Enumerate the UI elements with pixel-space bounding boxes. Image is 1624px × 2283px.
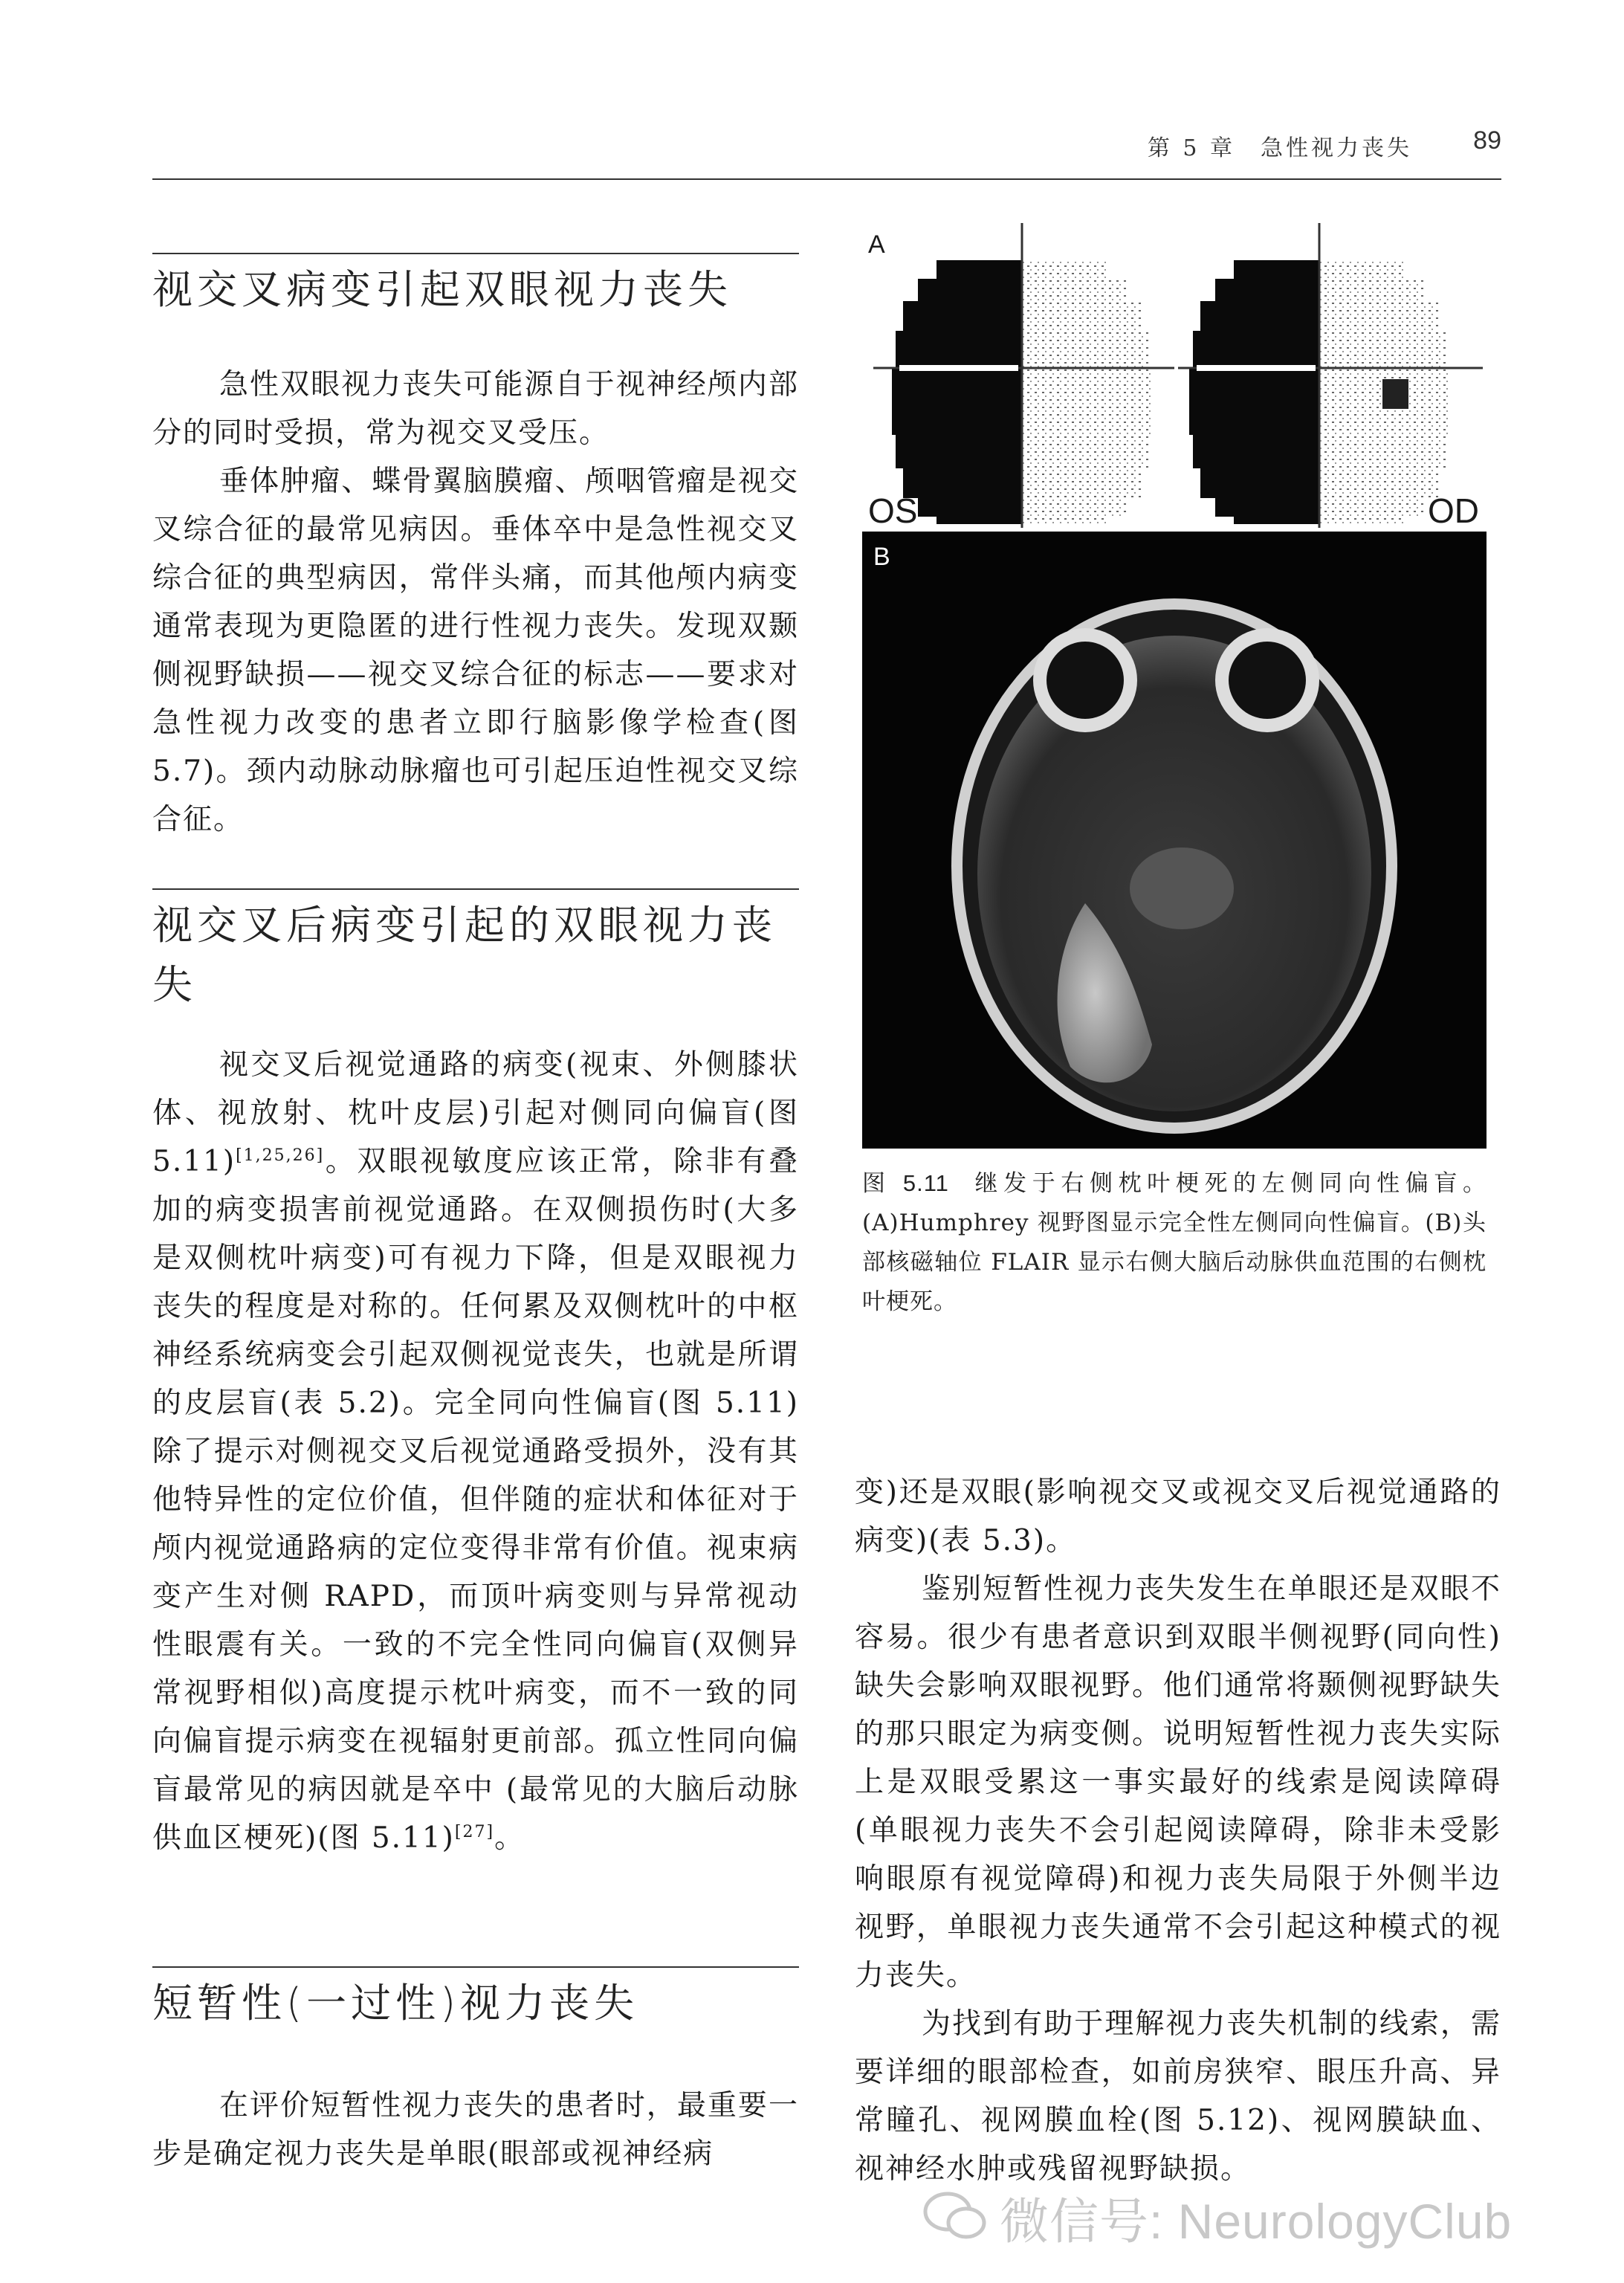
visual-field-chart bbox=[862, 219, 1486, 532]
citation: [1,25,26] bbox=[236, 1146, 325, 1165]
paragraph-transient: 在评价短暂性视力丧失的患者时，最重要一步是确定视力丧失是单眼(眼部或视神经病 bbox=[152, 2089, 799, 2171]
watermark-text: 微信号: NeurologyClub bbox=[1000, 2194, 1513, 2249]
mri-panel bbox=[862, 532, 1486, 1149]
section-heading-transient: 短暂性(一过性)视力丧失 bbox=[152, 1966, 799, 2033]
panel-a-label: A bbox=[868, 230, 885, 259]
visual-field-panel bbox=[862, 219, 1486, 532]
section-heading-retrochiasmal: 视交叉后病变引起的双眼视力丧失 bbox=[152, 888, 799, 1015]
od-field bbox=[1178, 223, 1483, 528]
paragraph-retrochiasmal bbox=[152, 1041, 799, 1862]
figure-caption bbox=[862, 1163, 1486, 1322]
panel-b-label: B bbox=[873, 543, 890, 571]
text-segment: 视交叉后视觉通路的病变(视束、外侧膝状体、视放射、枕叶皮层)引起对侧同向偏盲(图 5.11) bbox=[152, 1048, 799, 1178]
paragraph-eye-exam: 为找到有助于理解视力丧失机制的线索，需要详细的眼部检查，如前房狭窄、眼压升高、异常瞳孔、视网膜血栓(图 5.12)、视网膜缺血、视神经水肿或残留视野缺损。 bbox=[855, 2007, 1501, 2186]
paragraph-continued: 变)还是双眼(影响视交叉或视交叉后视觉通路的病变)(表 5.3)。 bbox=[855, 1476, 1501, 1557]
chapter-title: 第 5 章 急性视力丧失 bbox=[1147, 135, 1412, 161]
citation: [27] bbox=[454, 1823, 495, 1841]
text-segment: 。双眼视敏度应该正常，除非有叠加的病变损害前视觉通路。在双侧损伤时(大多是双侧枕叶病变)可有视力下降，但是双眼视力丧失的程度是对称的。任何累及双侧枕叶的中枢神经系统病变会引起双侧视觉丧失，也就是所谓的皮层盲(表 5.2)。完全同向性偏盲(图 5.11)除了提示对侧视交叉后视觉通路受损外，没有其他特异性的定位价值，但伴随的症状和体征对于颅内视觉通路病的定位变得非常有价值。视束病变产生对侧 RAPD，而顶叶病变则与异常视动性眼震有关。一致的不完全性同向偏盲(双侧异常视野相似)高度提示枕叶病变，而不一致的同向偏盲提示病变在视辐射更前部。孤立性同向偏盲最常见的病因就是卒中 (最常见的大脑后动脉供血区梗死)(图 5.11) bbox=[152, 1145, 799, 1855]
section-heading-chiasm: 视交叉病变引起双眼视力丧失 bbox=[152, 253, 799, 320]
text-segment: 。 bbox=[494, 1821, 525, 1855]
os-label: OS bbox=[868, 491, 918, 530]
paragraph-chiasm-causes: 垂体肿瘤、蝶骨翼脑膜瘤、颅咽管瘤是视交叉综合征的最常见病因。垂体卒中是急性视交叉综合征的典型病因，常伴头痛，而其他颅内病变通常表现为更隐匿的进行性视力丧失。发现双颞侧视野缺损——视交叉综合征的标志——要求对急性视力改变的患者立即行脑影像学检查(图 5.7)。颈内动脉动脉瘤也可引起压迫性视交叉综合征。 bbox=[152, 465, 799, 836]
od-label: OD bbox=[1428, 491, 1479, 530]
os-field bbox=[873, 223, 1174, 528]
mri-brain-image bbox=[862, 532, 1486, 1149]
caption-text: 继发于右侧枕叶梗死的左侧同向性偏盲。(A)Humphrey 视野图显示完全性左侧同向性偏盲。(B)头部核磁轴位 FLAIR 显示右侧大脑后动脉供血范围的右侧枕叶梗死。 bbox=[862, 1170, 1486, 1315]
caption-number: 图 5.11 bbox=[862, 1170, 949, 1196]
running-header bbox=[152, 126, 1501, 180]
wechat-icon bbox=[922, 2189, 989, 2241]
figure-5-11 bbox=[862, 219, 1486, 1149]
page-number: 89 bbox=[1473, 126, 1501, 155]
paragraph-monocular-binocular: 鉴别短暂性视力丧失发生在单眼还是双眼不容易。很少有患者意识到双眼半侧视野(同向性)缺失会影响双眼视野。他们通常将颞侧视野缺失的那只眼定为病变侧。说明短暂性视力丧失实际上是双眼受累这一事实最好的线索是阅读障碍(单眼视力丧失不会引起阅读障碍，除非未受影响眼原有视觉障碍)和视力丧失局限于外侧半边视野，单眼视力丧失通常不会引起这种模式的视力丧失。 bbox=[855, 1572, 1501, 1992]
paragraph-chiasm-intro: 急性双眼视力丧失可能源自于视神经颅内部分的同时受损，常为视交叉受压。 bbox=[152, 368, 799, 450]
